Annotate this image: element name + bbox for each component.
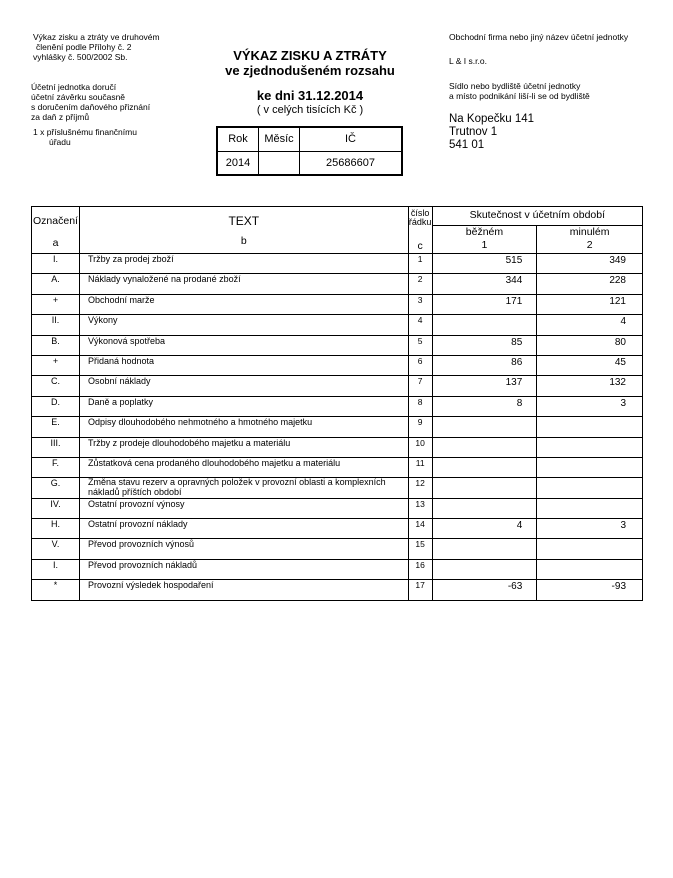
month-header: Měsíc	[259, 127, 300, 151]
row-previous-value	[537, 437, 643, 457]
row-current-value	[432, 498, 537, 518]
row-text: Tržby za prodej zboží	[79, 254, 408, 274]
row-previous-value: 228	[537, 274, 643, 294]
table-row	[32, 417, 643, 437]
row-previous-value: 132	[537, 376, 643, 396]
table-row	[32, 294, 643, 314]
previous-period-header: minulém	[537, 226, 643, 239]
row-code: +	[32, 294, 80, 314]
firm-name: L & I s.r.o.	[449, 56, 487, 66]
row-current-value: 4	[432, 519, 537, 539]
row-text: Obchodní marže	[79, 294, 408, 314]
row-text: Odpisy dlouhodobého nehmotného a hmotného majetku	[79, 417, 408, 437]
seat-label	[449, 81, 590, 101]
delivery-line: za daň z příjmů	[31, 112, 90, 122]
row-line-number: 2	[408, 274, 432, 294]
row-line-number: 9	[408, 417, 432, 437]
line-number-label: řádku	[408, 217, 432, 227]
row-current-value: 137	[432, 376, 537, 396]
address	[449, 113, 534, 152]
office-line: 1 x příslušnému finančnímu	[33, 127, 137, 137]
row-previous-value	[537, 417, 643, 437]
row-code: A.	[32, 274, 80, 294]
row-code: IV.	[32, 498, 80, 518]
table-row	[32, 437, 643, 457]
row-line-number: 5	[408, 335, 432, 355]
row-text: Osobní náklady	[79, 376, 408, 396]
row-previous-value: 349	[537, 254, 643, 274]
row-current-value	[432, 437, 537, 457]
column-c-label: c	[417, 240, 423, 252]
row-line-number: 17	[408, 580, 432, 600]
row-code: +	[32, 355, 80, 375]
address-line: 541 01	[449, 139, 485, 151]
table-row	[32, 335, 643, 355]
row-line-number: 16	[408, 559, 432, 579]
row-line-number: 1	[408, 254, 432, 274]
line-number-header	[408, 207, 432, 254]
row-code: G.	[32, 478, 80, 498]
row-previous-value: 4	[537, 315, 643, 335]
row-code: B.	[32, 335, 80, 355]
current-period-header: běžném	[432, 226, 537, 239]
row-current-value	[432, 559, 537, 579]
column-2-label: 2	[537, 239, 643, 254]
row-text: Náklady vynaložené na prodané zboží	[79, 274, 408, 294]
table-row	[32, 355, 643, 375]
row-current-value: 86	[432, 355, 537, 375]
address-line: Trutnov 1	[449, 126, 498, 138]
line-number-label: číslo	[410, 208, 430, 218]
text-label: TEXT	[228, 214, 260, 228]
row-text: Výkonová spotřeba	[79, 335, 408, 355]
table-row	[32, 559, 643, 579]
row-line-number: 12	[408, 478, 432, 498]
seat-label-line: a místo podnikání liší-li se od bydliště	[449, 91, 590, 101]
row-text: Výkony	[79, 315, 408, 335]
table-row	[32, 274, 643, 294]
row-text: Zůstatková cena prodaného dlouhodobého majetku a materiálu	[79, 457, 408, 477]
ico-header: IČ	[300, 127, 403, 151]
report-date: ke dni 31.12.2014	[256, 88, 364, 103]
firm-label: Obchodní firma nebo jiný název účetní jednotky	[449, 32, 629, 42]
office-note	[33, 127, 137, 147]
row-current-value	[432, 457, 537, 477]
row-previous-value	[537, 539, 643, 559]
form-line: členění podle Přílohy č. 2	[36, 42, 132, 52]
row-line-number: 8	[408, 396, 432, 416]
row-previous-value	[537, 498, 643, 518]
row-code: II.	[32, 315, 80, 335]
table-row	[32, 539, 643, 559]
table-row	[32, 376, 643, 396]
form-line: vyhlášky č. 500/2002 Sb.	[33, 52, 128, 62]
row-current-value: 8	[432, 396, 537, 416]
table-row	[32, 478, 643, 498]
row-code: I.	[32, 559, 80, 579]
row-current-value: -63	[432, 580, 537, 600]
row-line-number: 10	[408, 437, 432, 457]
table-row	[32, 254, 643, 274]
column-a-label: a	[52, 237, 59, 249]
row-line-number: 7	[408, 376, 432, 396]
row-current-value	[432, 539, 537, 559]
table-row	[32, 519, 643, 539]
row-previous-value: 121	[537, 294, 643, 314]
delivery-line: účetní závěrku současně	[31, 92, 126, 102]
row-previous-value: -93	[537, 580, 643, 600]
row-code: III.	[32, 437, 80, 457]
row-text: Převod provozních nákladů	[79, 559, 408, 579]
row-previous-value: 45	[537, 355, 643, 375]
row-current-value: 515	[432, 254, 537, 274]
table-row	[32, 396, 643, 416]
ico-value: 25686607	[300, 151, 403, 175]
year-header: Rok	[217, 127, 259, 151]
actual-period-header: Skutečnost v účetním období	[432, 207, 642, 226]
row-text: Ostatní provozní náklady	[79, 519, 408, 539]
row-text: Tržby z prodeje dlouhodobého majetku a materiálu	[79, 437, 408, 457]
row-code: V.	[32, 539, 80, 559]
year-value: 2014	[217, 151, 259, 175]
title-subtitle: ve zjednodušeném rozsahu	[225, 63, 395, 78]
delivery-note	[31, 82, 150, 122]
row-code: F.	[32, 457, 80, 477]
row-line-number: 4	[408, 315, 432, 335]
identification-box	[216, 126, 403, 176]
row-line-number: 15	[408, 539, 432, 559]
row-line-number: 14	[408, 519, 432, 539]
page-title	[210, 48, 410, 78]
row-line-number: 13	[408, 498, 432, 518]
row-current-value	[432, 315, 537, 335]
delivery-line: s doručením daňového přiznání	[31, 102, 151, 112]
row-text: Ostatní provozní výnosy	[79, 498, 408, 518]
seat-label-line: Sídlo nebo bydliště účetní jednotky	[449, 81, 581, 91]
table-row	[32, 498, 643, 518]
month-value	[259, 151, 300, 175]
row-text: Převod provozních výnosů	[79, 539, 408, 559]
title-line: VÝKAZ ZISKU A ZTRÁTY	[233, 48, 387, 63]
row-code: C.	[32, 376, 80, 396]
delivery-line: Účetní jednotka doručí	[31, 82, 117, 92]
row-text: Přidaná hodnota	[79, 355, 408, 375]
table-row	[32, 315, 643, 335]
row-previous-value	[537, 559, 643, 579]
row-current-value: 171	[432, 294, 537, 314]
income-statement-table	[31, 206, 643, 601]
form-line: Výkaz zisku a ztráty ve druhovém	[33, 32, 160, 42]
row-code: *	[32, 580, 80, 600]
table-row	[32, 580, 643, 600]
row-current-value: 344	[432, 274, 537, 294]
row-code: E.	[32, 417, 80, 437]
row-previous-value	[537, 478, 643, 498]
row-text: Daně a poplatky	[79, 396, 408, 416]
row-code: D.	[32, 396, 80, 416]
row-previous-value: 3	[537, 519, 643, 539]
row-current-value	[432, 478, 537, 498]
row-code: I.	[32, 254, 80, 274]
row-line-number: 6	[408, 355, 432, 375]
row-current-value: 85	[432, 335, 537, 355]
column-b-label: b	[240, 235, 247, 247]
row-line-number: 3	[408, 294, 432, 314]
form-reference	[33, 32, 160, 62]
table-row	[32, 457, 643, 477]
designation-label: Označení	[33, 215, 78, 227]
row-line-number: 11	[408, 457, 432, 477]
row-text: Změna stavu rezerv a opravných položek v provozní oblasti a komplexních nákladů příštích období	[79, 478, 408, 498]
designation-header	[32, 207, 80, 254]
row-previous-value: 3	[537, 396, 643, 416]
column-1-label: 1	[432, 239, 537, 254]
row-text: Provozní výsledek hospodaření	[79, 580, 408, 600]
text-header	[79, 207, 408, 254]
units-note: ( v celých tisících Kč )	[256, 104, 364, 116]
row-previous-value: 80	[537, 335, 643, 355]
address-line: Na Kopečku 141	[449, 113, 535, 125]
row-previous-value	[537, 457, 643, 477]
row-code: H.	[32, 519, 80, 539]
office-line: úřadu	[49, 137, 71, 147]
row-current-value	[432, 417, 537, 437]
